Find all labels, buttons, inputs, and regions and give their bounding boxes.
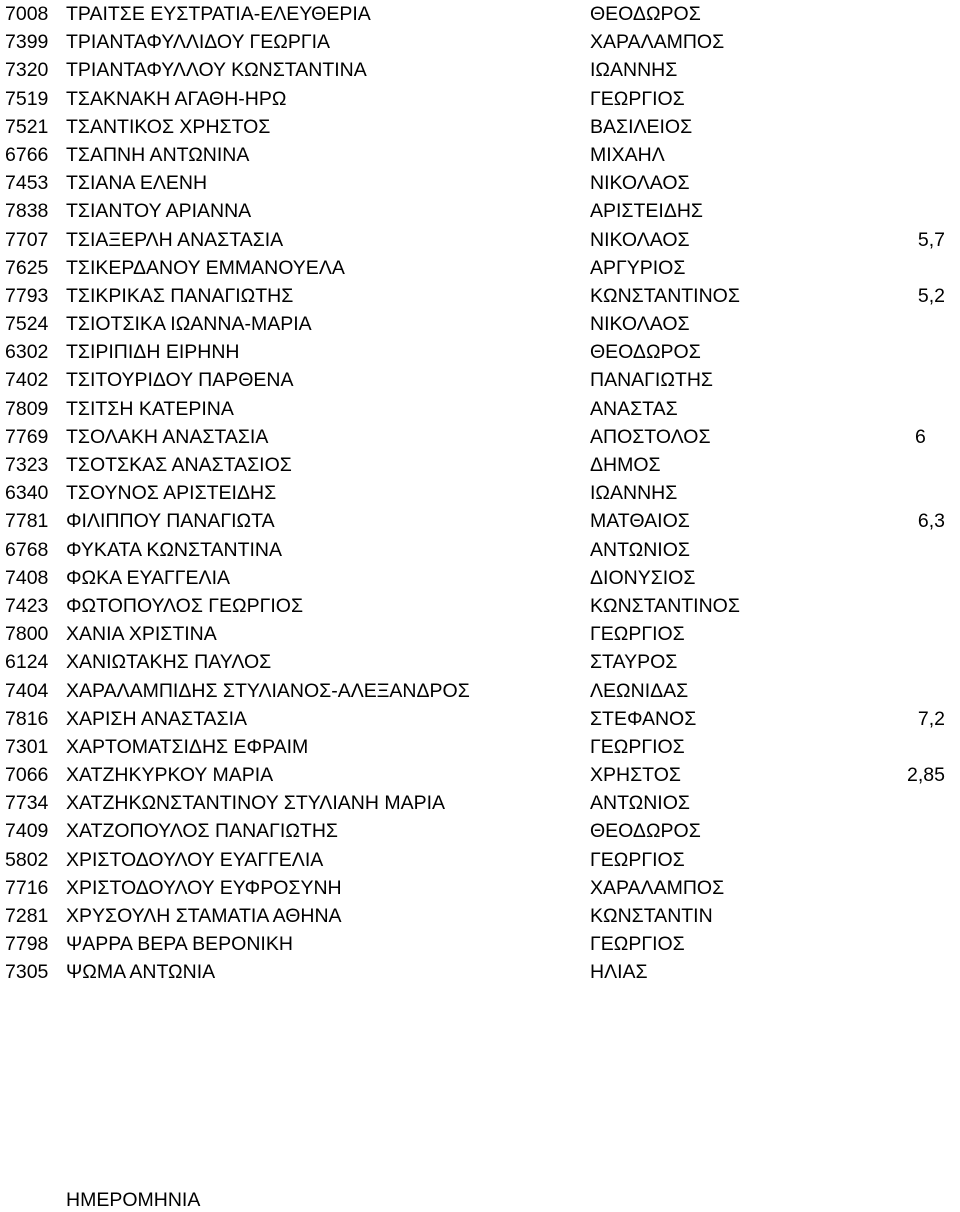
father-name: ΝΙΚΟΛΑΟΣ [590,172,690,195]
father-name: ΚΩΝΣΤΑΝΤΙΝ [590,905,713,927]
list-item [0,620,960,648]
list-item [0,817,960,845]
list-item [0,141,960,169]
student-name: ΦΙΛΙΠΠΟΥ ΠΑΝΑΓΙΩΤΑ [66,510,275,533]
list-item [0,395,960,423]
student-id: 7519 [5,87,49,110]
father-name: ΚΩΝΣΤΑΝΤΙΝΟΣ [590,284,740,307]
list-item [0,846,960,874]
student-name: ΤΣΟΛΑΚΗ ΑΝΑΣΤΑΣΙΑ [66,425,269,448]
student-id: 6302 [5,341,49,364]
father-name: ΑΝΑΣΤΑΣ [590,397,678,420]
father-name: ΣΤΕΦΑΝΟΣ [590,707,697,730]
student-name: ΤΣΙΡΙΠΙΔΗ ΕΙΡΗΝΗ [66,341,240,364]
student-name: ΧΡΙΣΤΟΔΟΥΛΟΥ ΕΥΦΡΟΣΥΝΗ [66,876,342,899]
father-name: ΑΝΤΩΝΙΟΣ [590,538,690,561]
father-name: ΠΑΝΑΓΙΩΤΗΣ [590,369,713,392]
student-id: 6766 [5,143,49,166]
student-id: 7838 [5,200,49,223]
student-name: ΤΡΙΑΝΤΑΦΥΛΛΙΔΟΥ ΓΕΩΡΓΙΑ [66,31,331,54]
student-name: ΤΣΙΑΝΑ ΕΛΕΝΗ [66,172,208,195]
student-id: 7769 [5,425,49,448]
father-name: ΓΕΩΡΓΙΟΣ [590,87,685,110]
father-name: ΓΕΩΡΓΙΟΣ [590,848,685,871]
student-name: ΧΑΝΙΩΤΑΚΗΣ ΠΑΥΛΟΣ [66,651,272,674]
student-name: ΧΑΡΑΛΑΜΠΙΔΗΣ ΣΤΥΛΙΑΝΟΣ-ΑΛΕΞΑΝΔΡΟΣ [66,679,470,702]
list-item [0,282,960,310]
student-name: ΤΣΙΟΤΣΙΚΑ ΙΩΑΝΝΑ-ΜΑΡΙΑ [66,313,312,336]
student-name: ΧΡΙΣΤΟΔΟΥΛΟΥ ΕΥΑΓΓΕΛΙΑ [66,848,324,871]
father-name: ΔΙΟΝΥΣΙΟΣ [590,566,696,589]
student-id: 7734 [5,792,49,815]
student-name: ΤΣΙΤΣΗ ΚΑΤΕΡΙΝΑ [66,397,234,420]
student-id: 6340 [5,482,49,505]
father-name: ΘΕΟΔΩΡΟΣ [590,341,701,364]
student-id: 7402 [5,369,49,392]
list-item [0,366,960,394]
list-item [0,479,960,507]
list-item [0,733,960,761]
student-id: 7798 [5,933,49,956]
student-name: ΨΑΡΡΑ ΒΕΡΑ ΒΕΡΟΝΙΚΗ [66,933,293,956]
list-item [0,677,960,705]
student-name: ΤΣΑΠΝΗ ΑΝΤΩΝΙΝΑ [66,143,250,166]
student-id: 7301 [5,735,49,758]
father-name: ΗΛΙΑΣ [590,961,648,984]
student-name: ΤΡΑΙΤΣΕ ΕΥΣΤΡΑΤΙΑ-ΕΛΕΥΘΕΡΙΑ [66,3,371,25]
father-name: ΑΠΟΣΤΟΛΟΣ [590,425,711,448]
student-id: 7423 [5,594,49,617]
student-id: 7453 [5,172,49,195]
student-name: ΧΑΝΙΑ ΧΡΙΣΤΙΝΑ [66,623,217,646]
grade-value: 7,2 [917,707,945,730]
student-name: ΦΥΚΑΤΑ ΚΩΝΣΤΑΝΤΙΝΑ [66,538,283,561]
father-name: ΑΡΓΥΡΙΟΣ [590,256,686,279]
student-name: ΨΩΜΑ ΑΝΤΩΝΙΑ [66,961,216,984]
student-id: 7399 [5,31,49,54]
student-id: 7816 [5,707,49,730]
father-name: ΘΕΟΔΩΡΟΣ [590,3,701,25]
student-id: 7524 [5,313,49,336]
student-id: 7323 [5,454,49,476]
student-name: ΤΣΙΑΝΤΟΥ ΑΡΙΑΝΝΑ [66,200,252,223]
father-name: ΝΙΚΟΛΑΟΣ [590,228,690,251]
list-item [0,902,960,930]
student-name: ΧΑΡΙΣΗ ΑΝΑΣΤΑΣΙΑ [66,707,248,730]
list-item [0,874,960,902]
student-id: 7521 [5,115,49,138]
father-name: ΙΩΑΝΝΗΣ [590,59,678,82]
father-name: ΚΩΝΣΤΑΝΤΙΝΟΣ [590,594,740,617]
list-item [0,789,960,817]
student-id: 7281 [5,905,49,927]
student-id: 7404 [5,679,49,702]
list-item [0,226,960,254]
list-item [0,761,960,789]
grade-value: 5,2 [917,284,945,307]
student-id: 7409 [5,820,49,843]
father-name: ΓΕΩΡΓΙΟΣ [590,623,685,646]
list-item [0,423,960,451]
student-name: ΧΑΤΖΗΚΩΝΣΤΑΝΤΙΝΟΥ ΣΤΥΛΙΑΝΗ ΜΑΡΙΑ [66,792,446,815]
student-name: ΤΡΙΑΝΤΑΦΥΛΛΟΥ ΚΩΝΣΤΑΝΤΙΝΑ [66,59,367,82]
student-name: ΧΑΤΖΗΚΥΡΚΟΥ ΜΑΡΙΑ [66,764,274,787]
father-name: ΑΡΙΣΤΕΙΔΗΣ [590,200,703,223]
father-name: ΜΑΤΘΑΙΟΣ [590,510,690,533]
father-name: ΔΗΜΟΣ [590,454,661,476]
list-item [0,451,960,479]
list-item [0,930,960,958]
student-id: 7793 [5,284,49,307]
student-name: ΤΣΙΚΕΡΔΑΝΟΥ ΕΜΜΑΝΟΥΕΛΑ [66,256,345,279]
list-item [0,564,960,592]
list-item [0,56,960,84]
list-item [0,85,960,113]
list-item [0,338,960,366]
father-name: ΙΩΑΝΝΗΣ [590,482,678,505]
student-name: ΤΣΙΑΞΕΡΛΗ ΑΝΑΣΤΑΣΙΑ [66,228,284,251]
student-id: 7305 [5,961,49,984]
student-id: 7809 [5,397,49,420]
father-name: ΧΑΡΑΛΑΜΠΟΣ [590,31,725,54]
student-name: ΦΩΤΟΠΟΥΛΟΣ ΓΕΩΡΓΙΟΣ [66,594,304,617]
list-item [0,536,960,564]
list-item [0,169,960,197]
list-item [0,197,960,225]
list-item [0,254,960,282]
student-id: 7781 [5,510,49,533]
student-id: 7066 [5,764,49,787]
list-item [0,705,960,733]
student-id: 6124 [5,651,49,674]
list-item [0,28,960,56]
list-item [0,507,960,535]
student-id: 7408 [5,566,49,589]
student-id: 7320 [5,59,49,82]
list-item [0,310,960,338]
list-item [0,113,960,141]
father-name: ΣΤΑΥΡΟΣ [590,651,678,674]
grade-value: 6,3 [917,510,945,533]
student-name: ΤΣΑΚΝΑΚΗ ΑΓΑΘΗ-ΗΡΩ [66,87,287,110]
student-id: 7707 [5,228,49,251]
date-label: ΗΜΕΡΟΜΗΝΙΑ [66,1189,201,1211]
student-id: 7800 [5,623,49,646]
student-id: 6768 [5,538,49,561]
father-name: ΧΑΡΑΛΑΜΠΟΣ [590,876,725,899]
student-id: 5802 [5,848,49,871]
student-name: ΤΣΙΤΟΥΡΙΔΟΥ ΠΑΡΘΕΝΑ [66,369,294,392]
father-name: ΘΕΟΔΩΡΟΣ [590,820,701,843]
father-name: ΧΡΗΣΤΟΣ [590,764,681,787]
father-name: ΒΑΣΙΛΕΙΟΣ [590,115,693,138]
father-name: ΑΝΤΩΝΙΟΣ [590,792,690,815]
student-name: ΧΑΡΤΟΜΑΤΣΙΔΗΣ ΕΦΡΑΙΜ [66,735,309,758]
student-id: 7008 [5,3,49,25]
grade-value: 5,7 [917,228,945,251]
student-id: 7716 [5,876,49,899]
student-name: ΤΣΟΤΣΚΑΣ ΑΝΑΣΤΑΣΙΟΣ [66,454,292,476]
grade-value: 2,85 [907,764,945,787]
father-name: ΓΕΩΡΓΙΟΣ [590,933,685,956]
list-item [0,0,960,28]
student-name: ΤΣΑΝΤΙΚΟΣ ΧΡΗΣΤΟΣ [66,115,271,138]
father-name: ΓΕΩΡΓΙΟΣ [590,735,685,758]
father-name: ΛΕΩΝΙΔΑΣ [590,679,689,702]
student-name: ΧΑΤΖΟΠΟΥΛΟΣ ΠΑΝΑΓΙΩΤΗΣ [66,820,338,843]
student-name: ΤΣΙΚΡΙΚΑΣ ΠΑΝΑΓΙΩΤΗΣ [66,284,294,307]
list-item [0,592,960,620]
father-name: ΝΙΚΟΛΑΟΣ [590,313,690,336]
list-item [0,648,960,676]
student-name: ΦΩΚΑ ΕΥΑΓΓΕΛΙΑ [66,566,230,589]
student-name: ΧΡΥΣΟΥΛΗ ΣΤΑΜΑΤΙΑ ΑΘΗΝΑ [66,905,342,927]
list-item [0,958,960,986]
grade-value: 6 [915,425,926,448]
student-name: ΤΣΟΥΝΟΣ ΑΡΙΣΤΕΙΔΗΣ [66,482,277,505]
student-id: 7625 [5,256,49,279]
father-name: ΜΙΧΑΗΛ [590,143,665,166]
